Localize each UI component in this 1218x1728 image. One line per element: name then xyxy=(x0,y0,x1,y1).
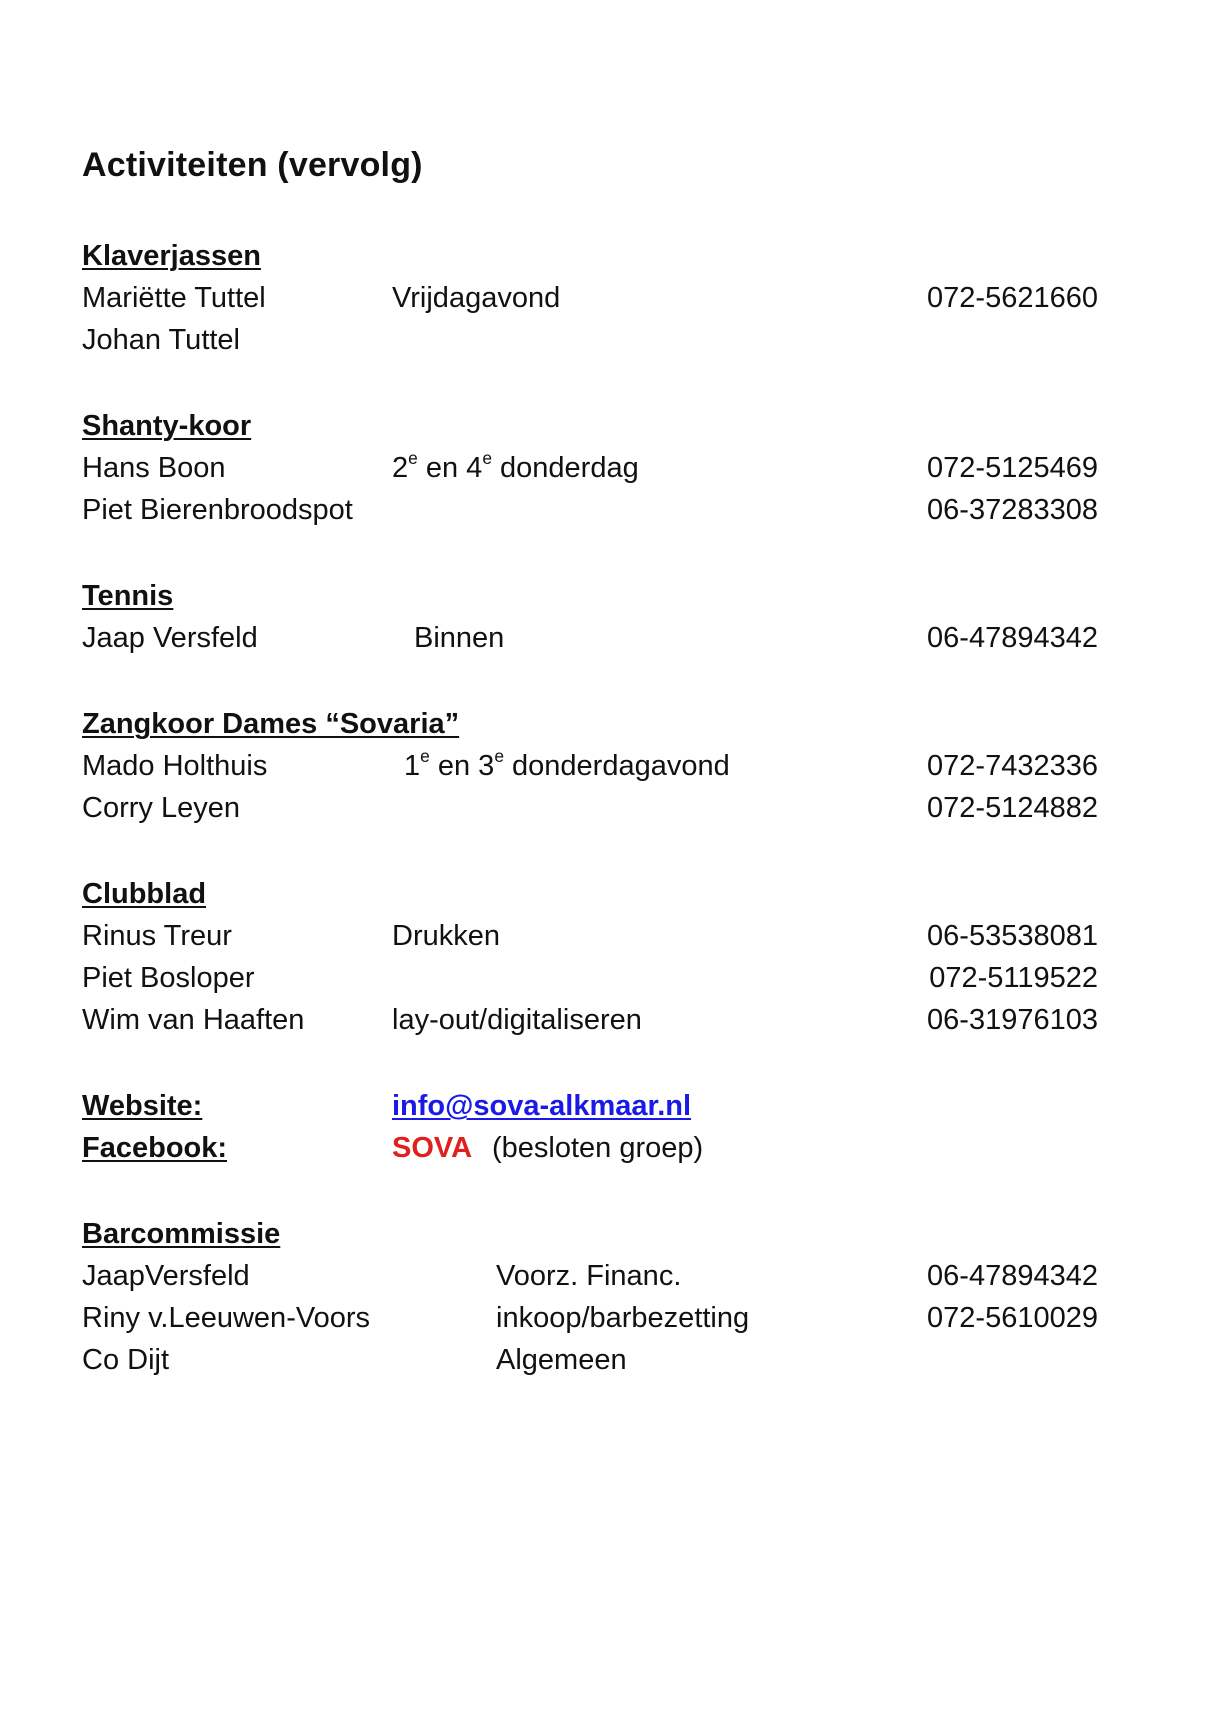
phone-number: 072-5621660 xyxy=(927,282,1098,314)
contact-name: Rinus Treur xyxy=(82,920,232,952)
activity-info: Drukken xyxy=(392,920,500,952)
contact-row xyxy=(0,1340,1218,1380)
activity-info: inkoop/barbezetting xyxy=(496,1302,750,1334)
section-heading-barcommissie: Barcommissie xyxy=(82,1218,281,1250)
contact-name: Wim van Haaften xyxy=(82,1004,305,1036)
contact-name: Piet Bosloper xyxy=(82,962,255,994)
schedule-day: donderdag xyxy=(491,452,639,484)
contact-name: Mariëtte Tuttel xyxy=(82,282,266,314)
section-heading-row xyxy=(0,236,1218,276)
ordinal-suffix: e xyxy=(408,447,418,468)
facebook-brand: SOVA xyxy=(392,1132,473,1164)
section-heading-row xyxy=(0,874,1218,914)
activity-info xyxy=(404,746,730,786)
contact-name: Co Dijt xyxy=(82,1344,170,1376)
activity-info xyxy=(392,448,639,488)
phone-number: 06-37283308 xyxy=(927,494,1098,526)
section-heading-row xyxy=(0,576,1218,616)
contact-row xyxy=(0,1256,1218,1296)
contact-name: Mado Holthuis xyxy=(82,750,268,782)
phone-number: 072-5610029 xyxy=(927,1302,1098,1334)
activity-info: Voorz. Financ. xyxy=(496,1260,682,1292)
section-heading-row xyxy=(0,704,1218,744)
ordinal-suffix: e xyxy=(482,447,492,468)
page-title: Activiteiten (vervolg) xyxy=(82,146,423,184)
section-heading-shanty-koor: Shanty-koor xyxy=(82,410,252,442)
activity-info: Binnen xyxy=(414,622,505,654)
ordinal-suffix: e xyxy=(420,745,430,766)
schedule-number: en 3 xyxy=(429,750,495,782)
contact-name: Jaap Versfeld xyxy=(82,622,258,654)
contact-row xyxy=(0,1298,1218,1338)
phone-number: 072-7432336 xyxy=(927,750,1098,782)
contact-row xyxy=(0,448,1218,488)
website-row xyxy=(0,1086,1218,1126)
contact-name: JaapVersfeld xyxy=(82,1260,250,1292)
contact-name: Riny v.Leeuwen-Voors xyxy=(82,1302,371,1334)
schedule-day: donderdagavond xyxy=(503,750,730,782)
schedule-number: 1 xyxy=(404,750,421,782)
phone-number: 072-5124882 xyxy=(927,792,1098,824)
facebook-row xyxy=(0,1128,1218,1168)
activity-info: lay-out/digitaliseren xyxy=(392,1004,642,1036)
activity-info: Algemeen xyxy=(496,1344,627,1376)
phone-number: 06-31976103 xyxy=(927,1004,1098,1036)
contact-row xyxy=(0,618,1218,658)
contact-row xyxy=(0,490,1218,530)
facebook-label: Facebook: xyxy=(82,1132,228,1164)
contact-row xyxy=(0,746,1218,786)
section-heading-tennis: Tennis xyxy=(82,580,174,612)
phone-number: 06-53538081 xyxy=(927,920,1098,952)
activity-info: Vrijdagavond xyxy=(392,282,561,314)
contact-row xyxy=(0,958,1218,998)
section-heading-clubblad: Clubblad xyxy=(82,878,207,910)
contact-name: Hans Boon xyxy=(82,452,226,484)
contact-row xyxy=(0,788,1218,828)
phone-number: 072-5119522 xyxy=(929,962,1098,994)
facebook-note: (besloten groep) xyxy=(492,1132,704,1164)
section-heading-zangkoor: Zangkoor Dames “Sovaria” xyxy=(82,708,460,740)
ordinal-suffix: e xyxy=(494,745,504,766)
schedule-number: en 4 xyxy=(417,452,483,484)
website-label: Website: xyxy=(82,1090,203,1122)
contact-row xyxy=(0,1000,1218,1040)
phone-number: 06-47894342 xyxy=(927,1260,1098,1292)
phone-number: 06-47894342 xyxy=(927,622,1098,654)
phone-number: 072-5125469 xyxy=(927,452,1098,484)
contact-row xyxy=(0,916,1218,956)
section-heading-row xyxy=(0,1214,1218,1254)
email-link[interactable]: info@sova-alkmaar.nl xyxy=(392,1090,692,1122)
contact-name: Piet Bierenbroodspot xyxy=(82,494,353,526)
contact-name: Johan Tuttel xyxy=(82,324,240,356)
section-heading-klaverjassen: Klaverjassen xyxy=(82,240,261,272)
contact-row xyxy=(0,320,1218,360)
section-heading-row xyxy=(0,406,1218,446)
schedule-number: 2 xyxy=(392,452,409,484)
contact-row xyxy=(0,278,1218,318)
contact-name: Corry Leyen xyxy=(82,792,240,824)
